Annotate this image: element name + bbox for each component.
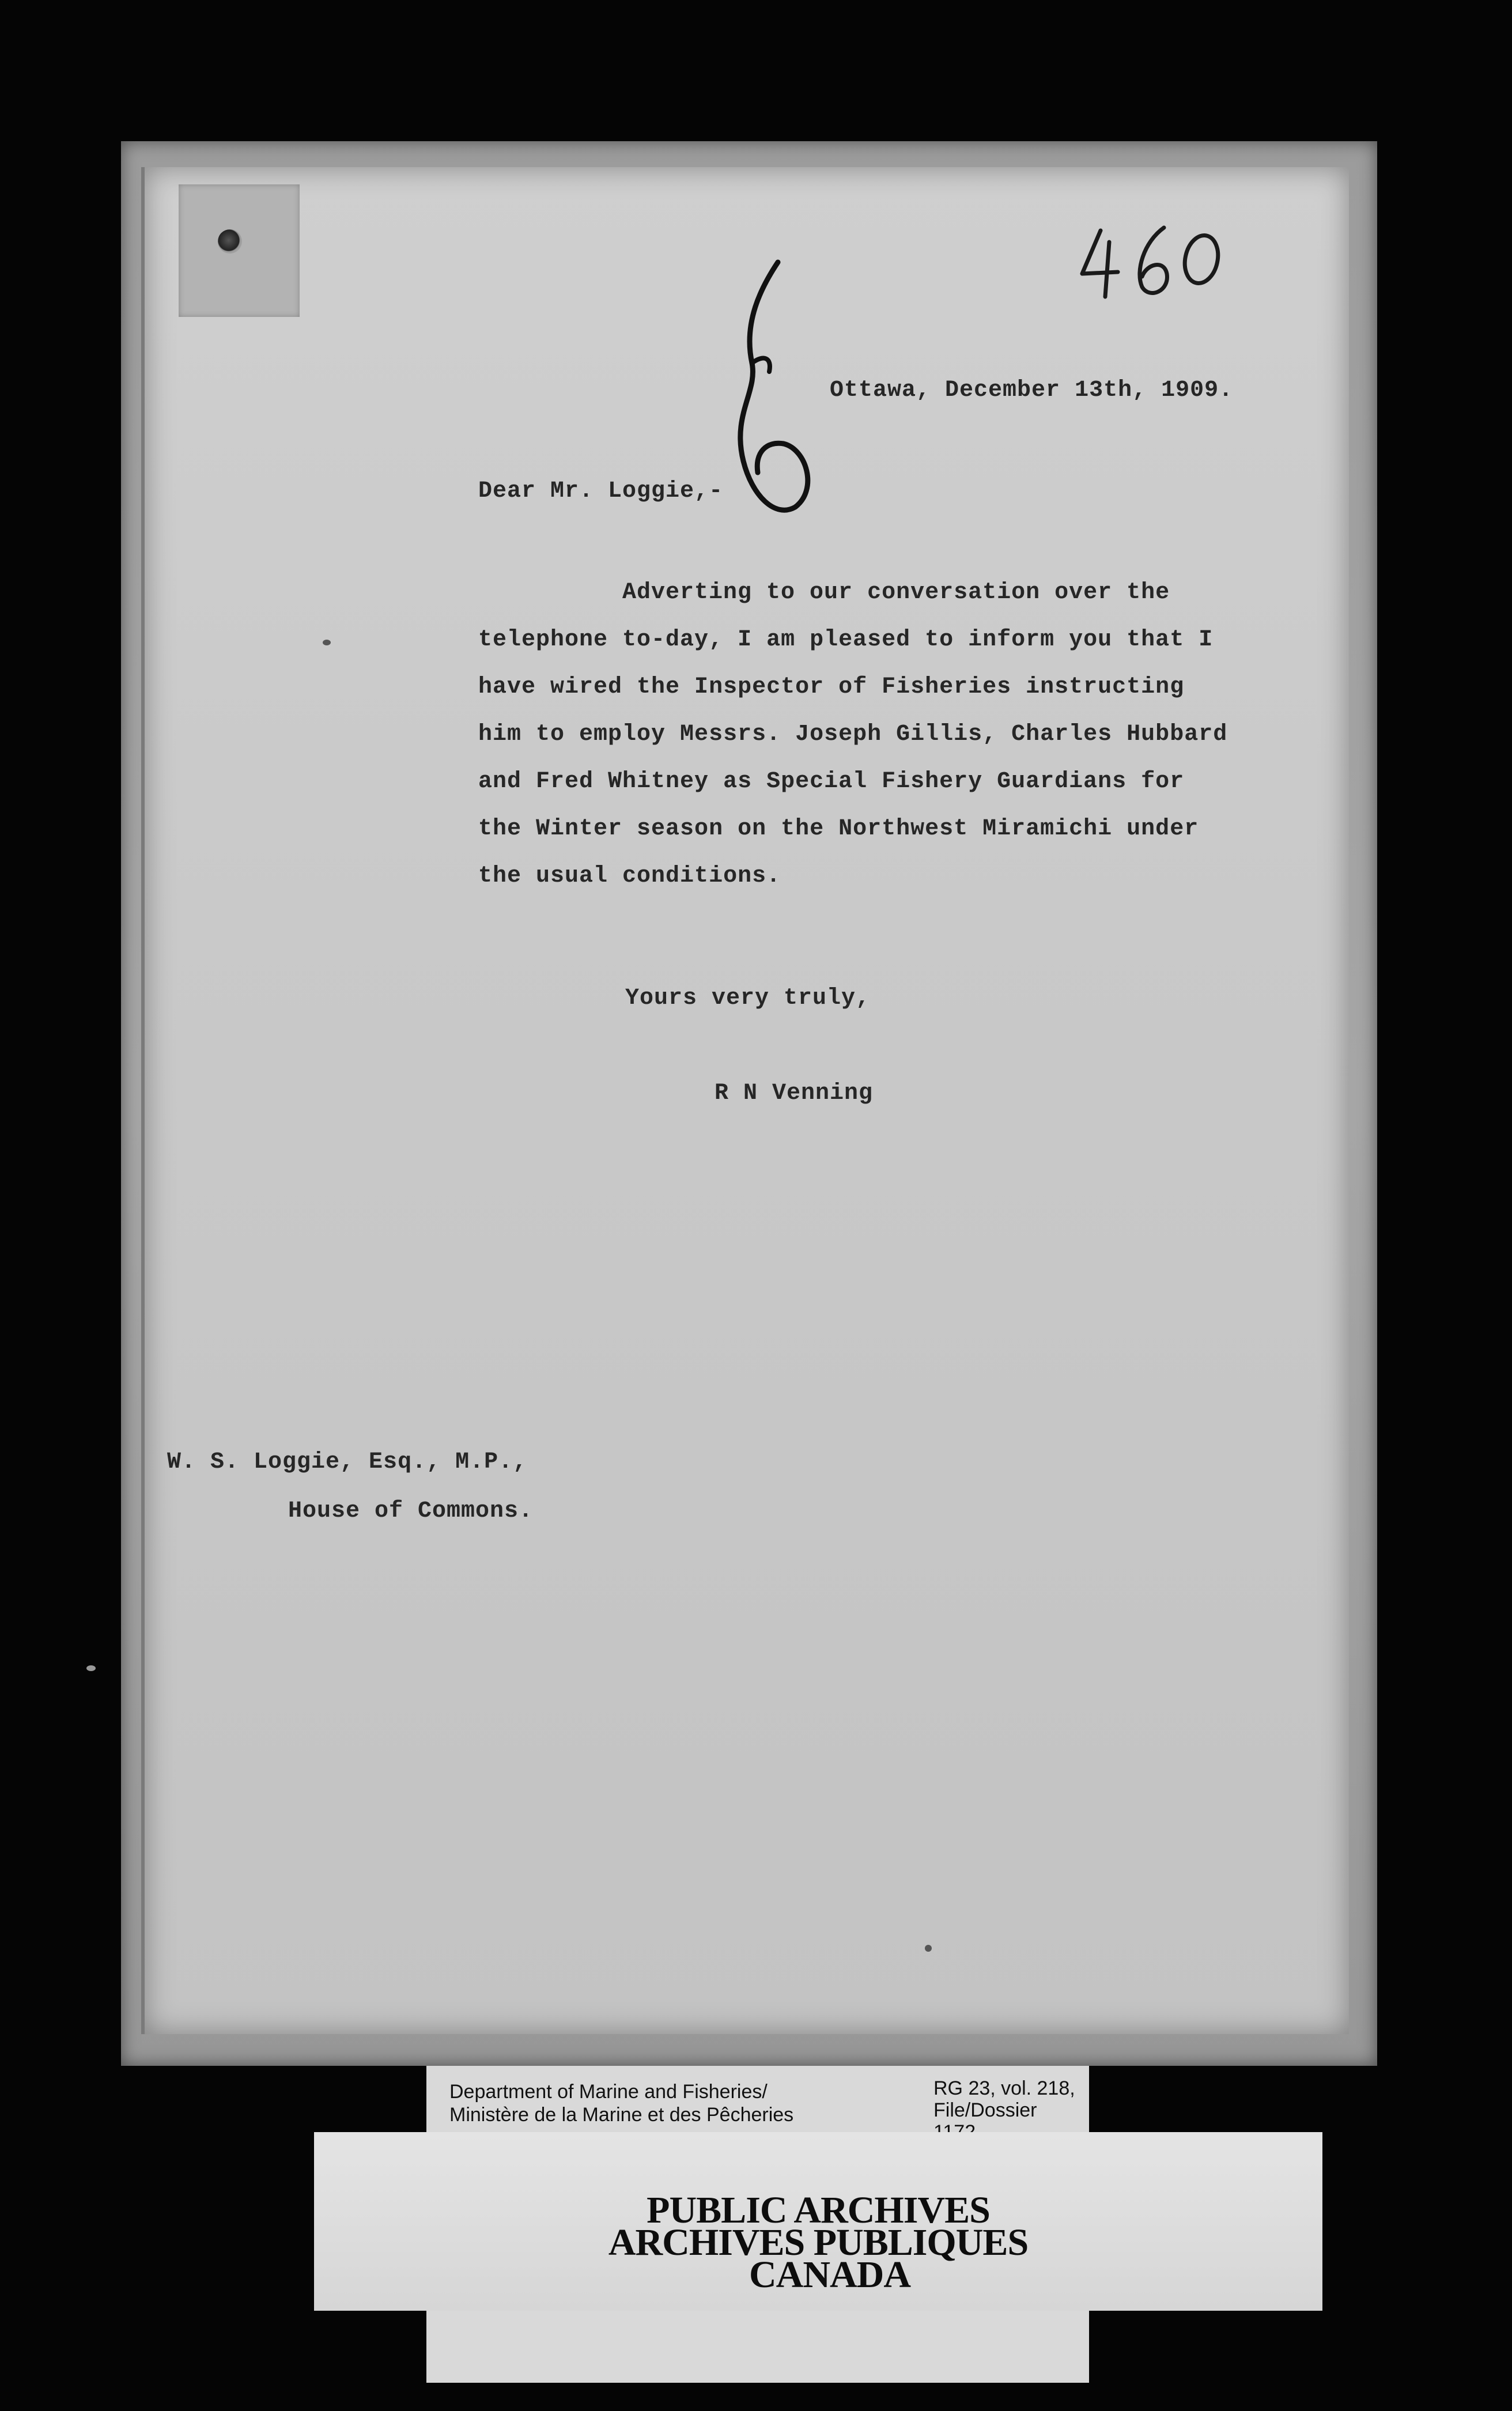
- department-line: Department of Marine and Fisheries/: [449, 2081, 768, 2103]
- handwritten-page-number-text: [1095, 230, 1096, 231]
- reference-line: RG 23, vol. 218,: [933, 2077, 1075, 2099]
- handwritten-page-number: [1078, 219, 1227, 305]
- reference-line: File/Dossier: [933, 2099, 1037, 2121]
- staple-hole-icon: [218, 229, 242, 254]
- addressee-place: House of Commons.: [288, 1498, 534, 1524]
- department-name: [449, 2080, 916, 2126]
- letter-salutation: Dear Mr. Loggie,-: [478, 478, 724, 504]
- letter-body-line: and Fred Whitney as Special Fishery Guardians for: [478, 769, 1185, 795]
- letter-body-line: Adverting to our conversation over the: [622, 580, 1170, 606]
- stamp-line: CANADA: [749, 2254, 910, 2296]
- letter-body-line: the Winter season on the Northwest Miramichi under: [478, 816, 1199, 842]
- addressee-name: W. S. Loggie, Esq., M.P.,: [167, 1449, 528, 1475]
- staple-tab: [179, 184, 300, 317]
- paper-speck: [86, 1665, 96, 1671]
- stamp-line: ARCHIVES PUBLIQUES: [608, 2221, 1029, 2263]
- paper-speck: [925, 1945, 932, 1952]
- letter-date: Ottawa, December 13th, 1909.: [830, 377, 1234, 403]
- stamp-line: PUBLIC ARCHIVES: [647, 2189, 990, 2231]
- paper-speck: [323, 640, 331, 645]
- public-archives-stamp-text: [314, 2189, 1322, 2296]
- letter-body-line: have wired the Inspector of Fisheries instructing: [478, 674, 1185, 700]
- letter-body-line: the usual conditions.: [478, 863, 781, 889]
- letter-closing: Yours very truly,: [625, 985, 871, 1011]
- handwritten-margin-mark-text: [749, 403, 750, 404]
- letter-body: [478, 569, 1227, 900]
- letter-signature: R N Venning: [715, 1080, 874, 1106]
- handwritten-margin-mark: [709, 254, 836, 542]
- letter-body-line: telephone to-day, I am pleased to inform you that I: [478, 627, 1214, 653]
- department-line: Ministère de la Marine et des Pêcheries: [449, 2104, 794, 2126]
- letter-body-line: him to employ Messrs. Joseph Gillis, Charles Hubbard: [478, 721, 1228, 747]
